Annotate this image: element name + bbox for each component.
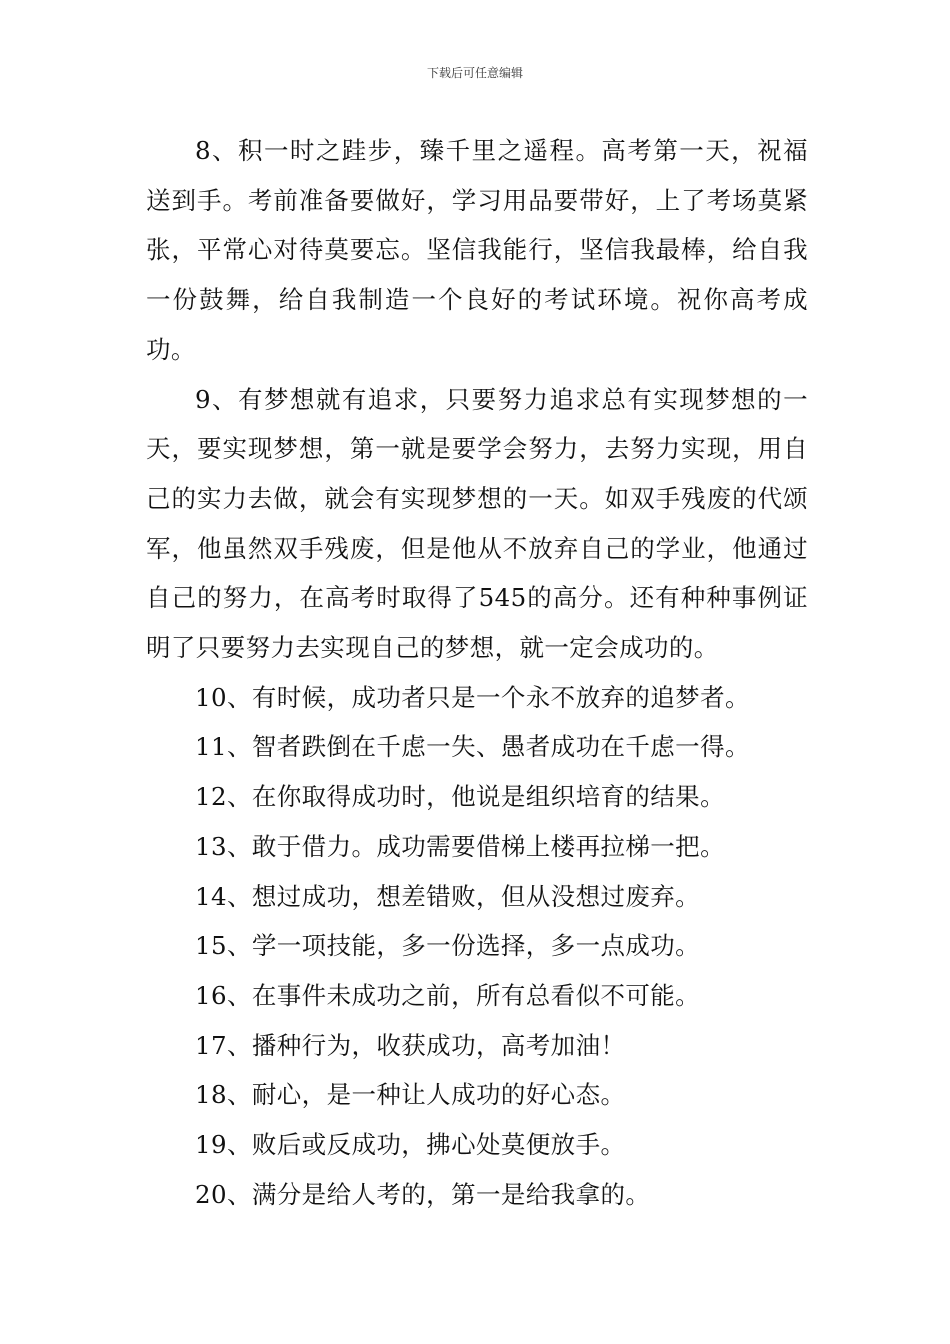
paragraph-20: 20、满分是给人考的，第一是给我拿的。 xyxy=(195,1179,651,1209)
paragraph-12: 12、在你取得成功时，他说是组织培育的结果。 xyxy=(195,782,725,812)
document-body xyxy=(146,126,808,1219)
paragraph-16: 16、在事件未成功之前，所有总看似不可能。 xyxy=(195,980,701,1010)
paragraph-9: 9、有梦想就有追求，只要努力追求总有实现梦想的一天，要实现梦想，第一就是要学会努力，去努力实现，用自己的实力去做，就会有实现梦想的一天。如双手残废的代颂军，他虽然双手残废，但是他从不放弃自己的学业，他通过自己的努力，在高考时取得了545的高分。还有种种事例证明了只要努力去实现自己的梦想，就一定会成功的。 xyxy=(146,384,808,663)
paragraph-8: 8、积一时之跬步，臻千里之遥程。高考第一天，祝福送到手。考前准备要做好，学习用品要带好，上了考场莫紧张，平常心对待莫要忘。坚信我能行，坚信我最棒，给自我一份鼓舞，给自我制造一个良好的考试环境。祝你高考成功。 xyxy=(146,136,808,364)
paragraph-14: 14、想过成功，想差错败，但从没想过废弃。 xyxy=(195,881,701,911)
paragraph-19: 19、败后或反成功，拂心处莫便放手。 xyxy=(195,1130,626,1160)
paragraph-10: 10、有时候，成功者只是一个永不放弃的追梦者。 xyxy=(195,682,750,712)
paragraph-17: 17、播种行为，收获成功，高考加油！ xyxy=(195,1030,626,1060)
paragraph-15: 15、学一项技能，多一份选择，多一点成功。 xyxy=(195,931,701,961)
paragraph-18: 18、耐心，是一种让人成功的好心态。 xyxy=(195,1080,626,1110)
page-header: 下载后可任意编辑 xyxy=(426,66,523,80)
paragraph-13: 13、敢于借力。成功需要借梯上楼再拉梯一把。 xyxy=(195,831,725,861)
paragraph-11: 11、智者跌倒在千虑一失、愚者成功在千虑一得。 xyxy=(195,732,750,762)
